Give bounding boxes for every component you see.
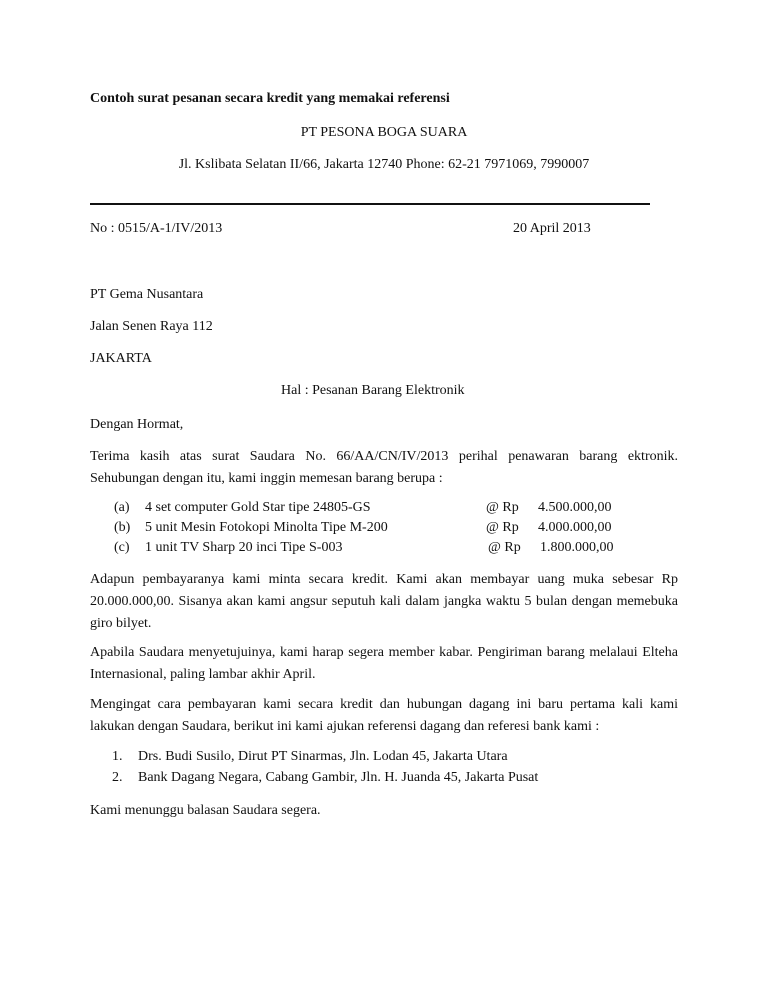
intro-paragraph: Terima kasih atas surat Saudara No. 66/AA/CN/IV/2013 perihal penawaran barang ektronik. Sehubungan dengan itu, kami inggin memesan barang berupa :	[90, 449, 678, 486]
item-price-prefix: @ Rp	[486, 500, 519, 515]
salutation: Dengan Hormat,	[90, 417, 184, 432]
reference-number: 1.	[112, 749, 123, 764]
item-description: 1 unit TV Sharp 20 inci Tipe S-003	[145, 540, 343, 555]
order-item	[90, 497, 690, 519]
item-price: 4.500.000,00	[538, 500, 612, 515]
letterhead-company: PT PESONA BOGA SUARA	[300, 125, 468, 140]
recipient-street: Jalan Senen Raya 112	[90, 319, 213, 334]
references-intro-paragraph: Mengingat cara pembayaran kami secara kredit dan hubungan dagang ini baru pertama kali kami lakukan dengan Saudara, berikut ini kami ajukan referensi dagang dan referesi bank kami :	[90, 697, 678, 734]
reference-text: Drs. Budi Susilo, Dirut PT Sinarmas, Jln. Lodan 45, Jakarta Utara	[138, 749, 508, 764]
letter-subject: Hal : Pesanan Barang Elektronik	[281, 383, 465, 398]
item-price: 1.800.000,00	[540, 540, 614, 555]
closing-line: Kami menunggu balasan Saudara segera.	[90, 803, 321, 818]
agreement-paragraph: Apabila Saudara menyetujuinya, kami harap segera member kabar. Pengiriman barang melalaui Elteha Internasional, paling lambar akhir April.	[90, 645, 678, 682]
letterhead-divider	[90, 203, 650, 205]
letterhead-address: Jl. Kslibata Selatan II/66, Jakarta 12740 Phone: 62-21 7971069, 7990007	[178, 157, 590, 172]
payment-paragraph: Adapun pembayaranya kami minta secara kredit. Kami akan membayar uang muka sebesar Rp 20.000.000,00. Sisanya akan kami angsur seputuh kali dalam jangka waktu 5 bulan dengan memebuka giro bilyet.	[90, 572, 678, 631]
reference-item	[90, 767, 690, 789]
order-item	[90, 537, 690, 559]
order-item	[90, 517, 690, 539]
reference-text: Bank Dagang Negara, Cabang Gambir, Jln. H. Juanda 45, Jakarta Pusat	[138, 770, 539, 785]
item-description: 5 unit Mesin Fotokopi Minolta Tipe M-200	[145, 520, 388, 535]
item-price-prefix: @ Rp	[486, 520, 519, 535]
letter-number: No : 0515/A-1/IV/2013	[90, 221, 223, 236]
document-heading: Contoh surat pesanan secara kredit yang memakai referensi	[90, 91, 450, 106]
letter-date: 20 April 2013	[513, 221, 591, 236]
item-label: (b)	[114, 520, 131, 535]
item-label: (c)	[114, 540, 130, 555]
item-description: 4 set computer Gold Star tipe 24805-GS	[145, 500, 371, 515]
recipient-city: JAKARTA	[90, 351, 152, 366]
reference-number: 2.	[112, 770, 123, 785]
item-price: 4.000.000,00	[538, 520, 612, 535]
recipient-name: PT Gema Nusantara	[90, 287, 204, 302]
item-price-prefix: @ Rp	[488, 540, 521, 555]
reference-item	[90, 746, 690, 768]
item-label: (a)	[114, 500, 130, 515]
